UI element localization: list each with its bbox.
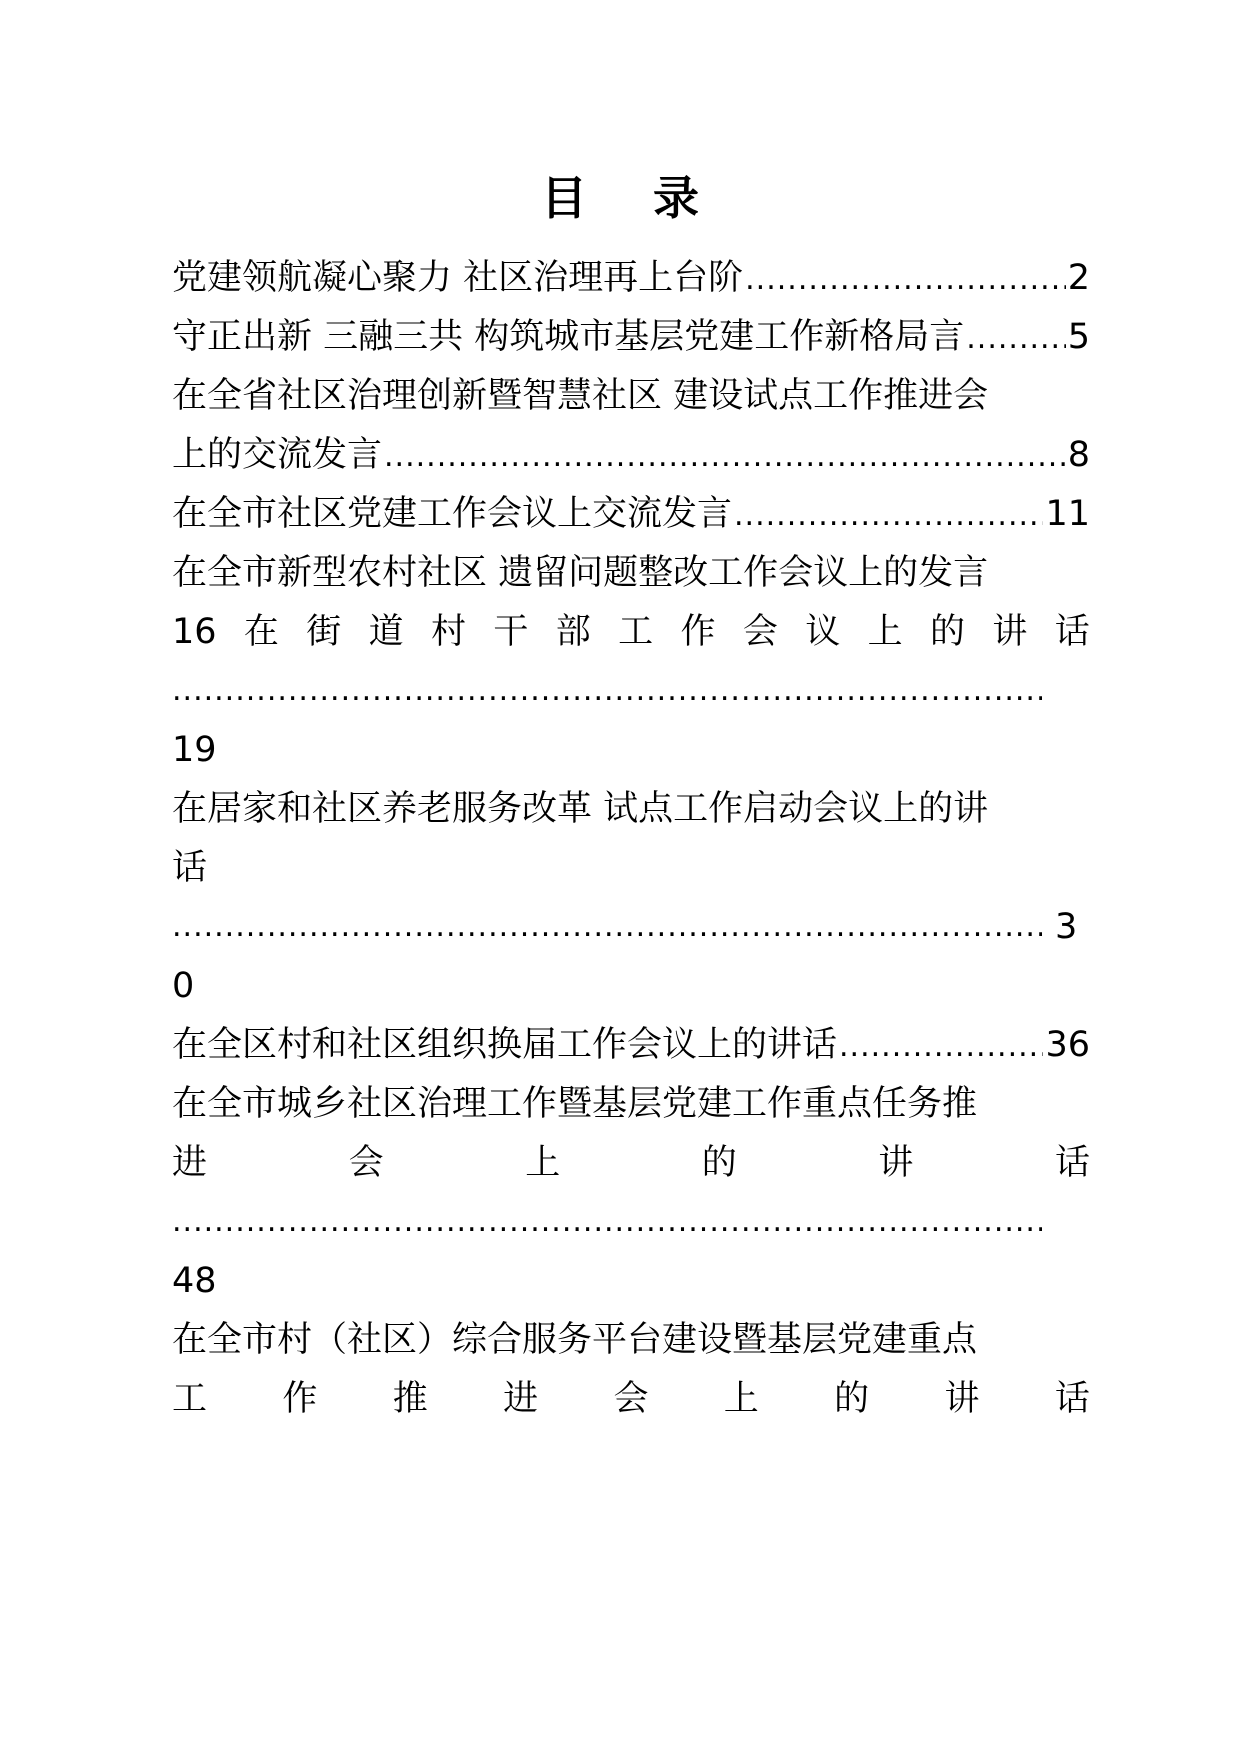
toc-entry-title: 在全区村和社区组织换届工作会议上的讲话: [172, 1025, 838, 1065]
toc-entry[interactable]: [172, 312, 1090, 362]
toc-entry-justified-line[interactable]: [172, 607, 1090, 657]
toc-entry-page: 8: [1067, 435, 1090, 475]
toc-char: 干: [493, 612, 529, 652]
toc-char: 的: [930, 612, 966, 652]
toc-char: 街: [306, 612, 342, 652]
toc-entry-title-line[interactable]: 在全市城乡社区治理工作暨基层党建工作重点任务推: [172, 1084, 978, 1124]
title-char-2: 录: [653, 171, 699, 225]
toc-char: 道: [368, 612, 404, 652]
dot-leader: [172, 666, 1042, 716]
toc-entry-page: 48: [172, 1261, 217, 1301]
toc-char: 部: [555, 612, 591, 652]
toc-char: 的: [834, 1379, 870, 1419]
toc-entry-title: 在全市社区党建工作会议上交流发言: [172, 494, 733, 534]
toc-entry[interactable]: [172, 253, 1090, 303]
toc-char: 讲: [878, 1143, 914, 1183]
toc-char: 上: [867, 612, 903, 652]
toc-char: 上: [525, 1143, 561, 1183]
toc-entry-title: 党建领航凝心聚力 社区治理再上台阶: [172, 258, 744, 298]
toc-char: 作: [680, 612, 716, 652]
toc-char: 会: [348, 1143, 384, 1183]
dot-leader: [734, 491, 1043, 541]
toc-char: 会: [742, 612, 778, 652]
toc-entry-title-line[interactable]: 在全省社区治理创新暨智慧社区 建设试点工作推进会: [172, 376, 989, 416]
toc-entry-title-line[interactable]: 在全市村（社区）综合服务平台建设暨基层党建重点: [172, 1320, 978, 1360]
toc-char: 推: [392, 1379, 428, 1419]
toc-char: 讲: [944, 1379, 980, 1419]
dot-leader: [839, 1022, 1043, 1072]
toc-char: 进: [172, 1143, 208, 1183]
toc-entry-title: 上的交流发言: [172, 435, 383, 475]
toc-entry-title: 守正出新 三融三共 构筑城市基层党建工作新格局言: [172, 317, 965, 357]
toc-entry[interactable]: [172, 489, 1090, 539]
toc-entry-page: 0: [172, 966, 195, 1006]
toc-entry-page: 19: [172, 730, 217, 770]
toc-entry[interactable]: [172, 1020, 1090, 1070]
toc-entry-page: 36: [1045, 1025, 1090, 1065]
dot-leader: [172, 902, 1042, 952]
toc-char: 村: [431, 612, 467, 652]
toc-entry-justified-line[interactable]: [172, 1138, 1090, 1188]
toc-entry-page: 11: [1045, 494, 1090, 534]
toc-entry-title-line[interactable]: 在全市新型农村社区 遗留问题整改工作会议上的发言: [172, 553, 989, 593]
toc-char: 工: [172, 1379, 208, 1419]
toc-entry-title-line[interactable]: 话: [172, 848, 208, 888]
toc-entry[interactable]: [172, 430, 1090, 480]
toc-char: 话: [1054, 1143, 1090, 1183]
dot-leader: [966, 314, 1065, 364]
toc-char: 讲: [992, 612, 1028, 652]
toc-char: 议: [805, 612, 841, 652]
toc-char: 的: [701, 1143, 737, 1183]
toc-entry-page: 16: [172, 612, 217, 652]
toc-entry-page: 5: [1067, 317, 1090, 357]
toc-entry-justified-line[interactable]: [172, 1374, 1090, 1424]
title-char-1: 目: [541, 171, 587, 225]
toc-char: 上: [723, 1379, 759, 1419]
dot-leader: [745, 255, 1066, 305]
dot-leader: [384, 432, 1066, 482]
toc-char: 在: [243, 612, 279, 652]
dot-leader: [172, 1197, 1042, 1247]
toc-char: 进: [503, 1379, 539, 1419]
toc-char: 话: [1054, 1379, 1090, 1419]
page-title: [0, 162, 1240, 228]
toc-entry-page: 2: [1067, 258, 1090, 298]
toc-char: 会: [613, 1379, 649, 1419]
toc-char: 话: [1054, 612, 1090, 652]
toc-entry-title-line[interactable]: 在居家和社区养老服务改革 试点工作启动会议上的讲: [172, 789, 989, 829]
toc-entry-page: 3: [1055, 907, 1078, 947]
toc-char: 作: [282, 1379, 318, 1419]
toc-char: 工: [618, 612, 654, 652]
